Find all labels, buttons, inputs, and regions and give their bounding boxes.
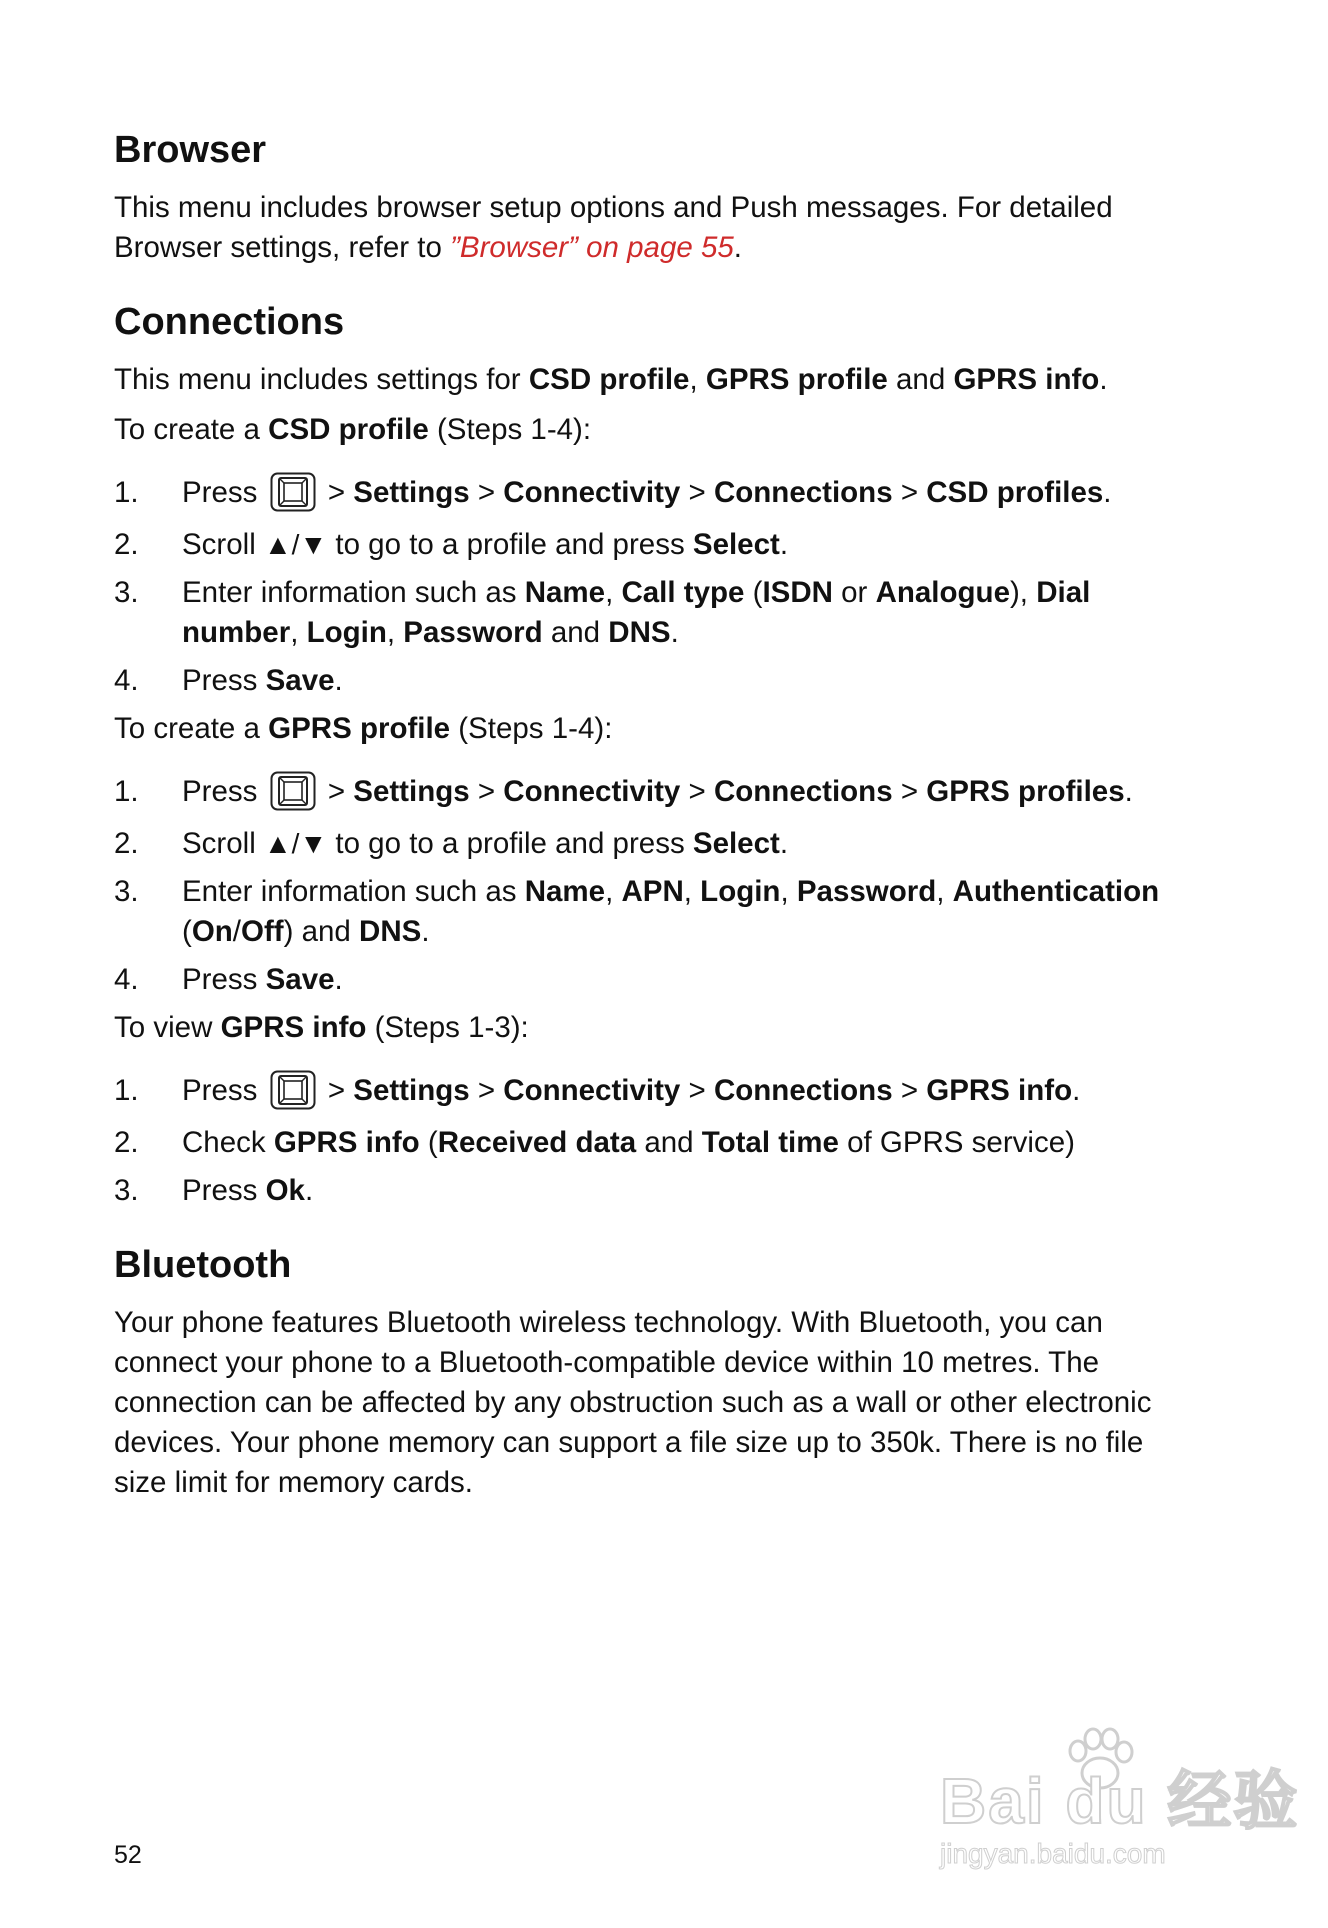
- browser-heading: Browser: [114, 129, 267, 171]
- browser-section: [114, 126, 1174, 268]
- csd-lead: To create a CSD profile (Steps 1-4):: [114, 413, 592, 446]
- list-item: 1. Press > Settings > Connectivity > Connections > CSD profiles.: [114, 468, 1174, 517]
- page-number: 52: [114, 1841, 142, 1869]
- document-page: [114, 126, 1174, 1533]
- list-item: 3. Enter information such as Name, Call type (ISDN or Analogue), Dial number, Login, Password and DNS.: [114, 576, 1091, 649]
- connections-intro: This menu includes settings for CSD profile, GPRS profile and GPRS info.: [114, 363, 1108, 396]
- list-item: 3. Press Ok.: [114, 1174, 314, 1207]
- bluetooth-heading: Bluetooth: [114, 1244, 292, 1286]
- up-down-arrows-icon: ▲/▼: [263, 529, 328, 560]
- list-item: 4. Press Save.: [114, 963, 343, 996]
- bluetooth-section: [114, 1241, 1174, 1503]
- csd-steps: [114, 468, 1174, 701]
- list-item: 2. Check GPRS info (Received data and Total time of GPRS service): [114, 1126, 1075, 1159]
- list-item: 4. Press Save.: [114, 664, 343, 697]
- browser-page-link[interactable]: ”Browser” on page 55: [450, 231, 734, 264]
- up-down-arrows-icon: ▲/▼: [263, 828, 328, 859]
- list-item: 3. Enter information such as Name, APN, Login, Password, Authentication (On/Off) and DNS.: [114, 875, 1160, 948]
- watermark-brand: Bai du 经验: [940, 1765, 1300, 1837]
- bluetooth-text: Your phone features Bluetooth wireless technology. With Bluetooth, you can connect your phone to a Bluetooth-compatible device within 10 metres. The connection can be affected by any obstruction such as a wall or other electronic devices. Your phone memory can support a file size up to 350k. There is no file size limit for memory cards.: [114, 1306, 1152, 1499]
- gprs-info-lead: To view GPRS info (Steps 1-3):: [114, 1011, 529, 1044]
- list-item: 2. Scroll ▲/▼ to go to a profile and press Select.: [114, 827, 789, 860]
- connections-section: [114, 298, 1174, 1211]
- gprs-info-steps: [114, 1066, 1174, 1211]
- list-item: 2. Scroll ▲/▼ to go to a profile and press Select.: [114, 528, 789, 561]
- gprs-lead: To create a GPRS profile (Steps 1-4):: [114, 712, 613, 745]
- gprs-steps: [114, 767, 1174, 1000]
- list-item: 1. Press > Settings > Connectivity > Connections > GPRS info.: [114, 1066, 1174, 1115]
- connections-heading: Connections: [114, 301, 345, 343]
- browser-intro: This menu includes browser setup options and Push messages. For detailed Browser settings, refer to ”Browser” on page 55.: [114, 191, 1113, 264]
- list-item: 1. Press > Settings > Connectivity > Connections > GPRS profiles.: [114, 767, 1174, 816]
- watermark-url: jingyan.baidu.com: [940, 1838, 1166, 1869]
- menu-key-icon: [270, 1070, 316, 1110]
- menu-key-icon: [270, 472, 316, 512]
- menu-key-icon: [270, 771, 316, 811]
